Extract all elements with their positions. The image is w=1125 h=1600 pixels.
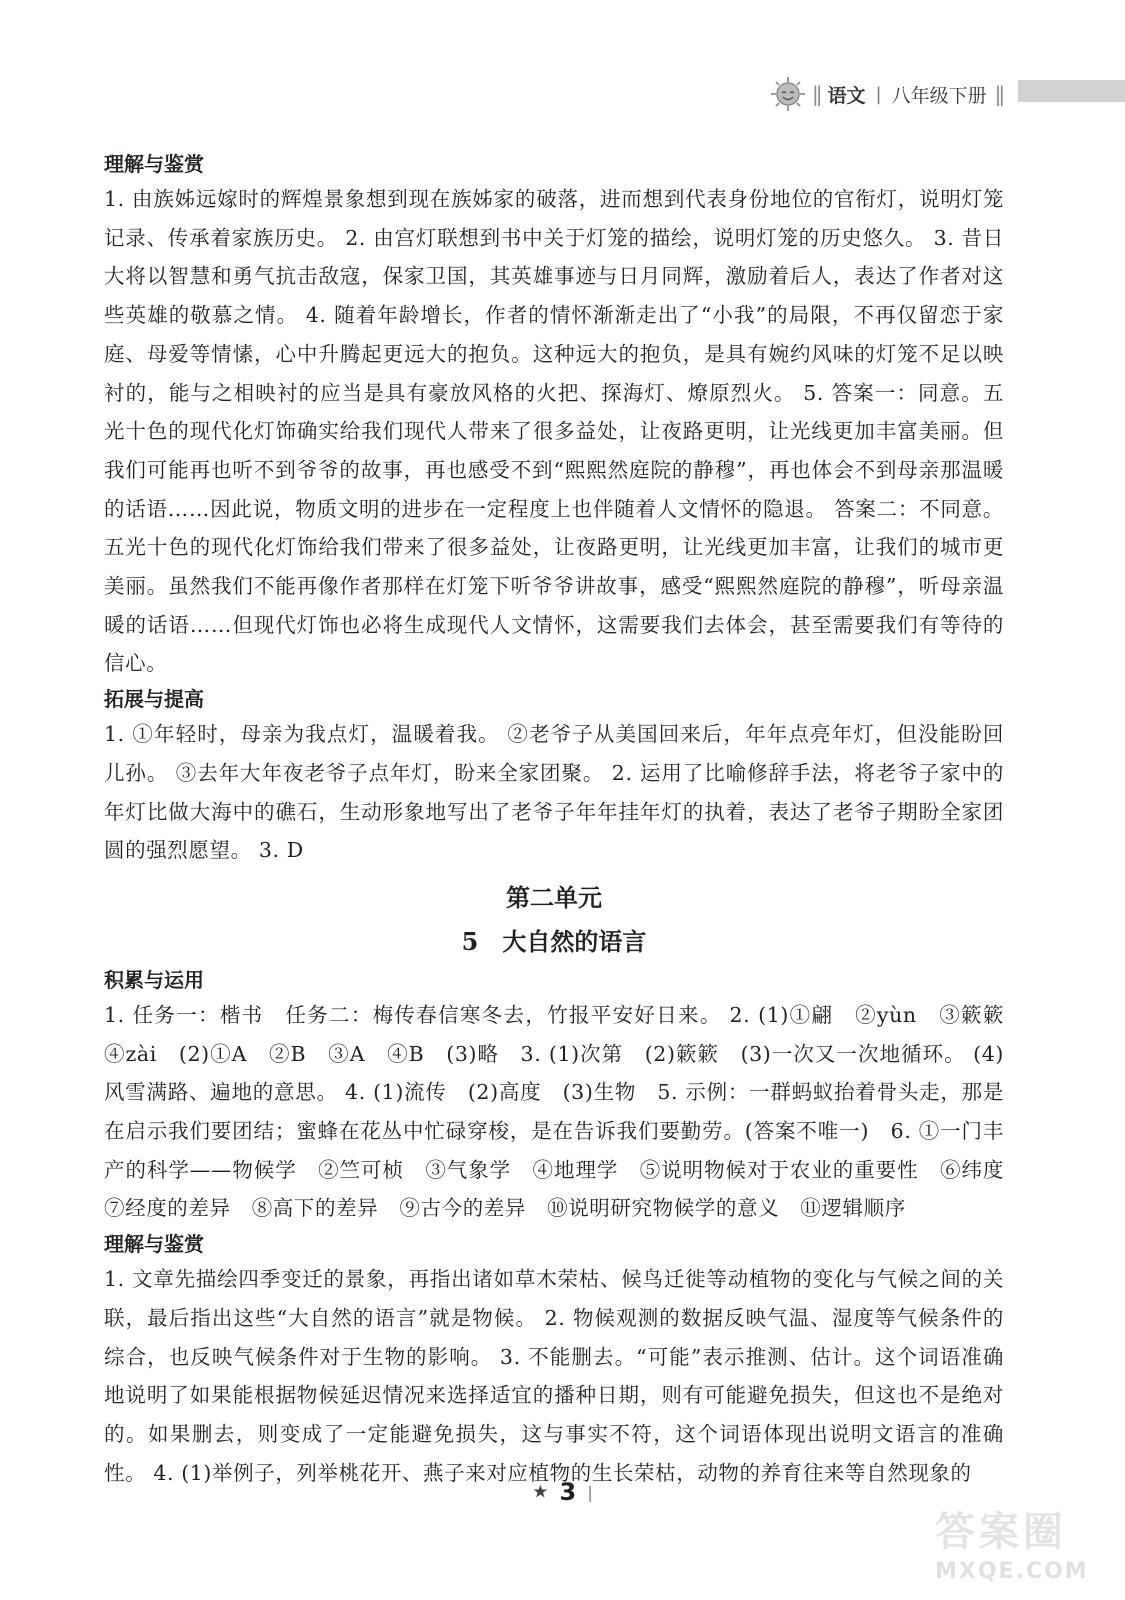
watermark-url: MXQE.COM [935,1559,1089,1584]
subject-label: 语文 [827,84,866,107]
section-heading: 积累与运用 [104,967,204,992]
smiling-sun-icon [770,76,806,112]
header-divider-right: || [994,82,1003,106]
grade-label: 八年级下册 [891,84,987,107]
footer-tick: | [587,1482,593,1502]
section-heading: 拓展与提高 [104,687,204,712]
star-icon: ★ [532,1481,549,1503]
lesson-title: 5 大自然的语言 [461,926,647,956]
section-body: 1. 由族姊远嫁时的辉煌景象想到现在族姊家的破落，进而想到代表身份地位的官衔灯，说明灯笼记录、传承着家族历史。 2. 由宫灯联想到书中关于灯笼的描绘，说明灯笼的历史悠久。 3. 昔日大将以智慧和勇气抗击敌寇，保家卫国，其英雄事迹与日月同辉，激励着后人，表达了作者对这些英雄的敬慕之情。 4. 随着年龄增长，作者的情怀渐渐走出了“小我”的局限，不再仅留恋于家庭、母爱等情愫，心中升腾起更远大的抱负。这种远大的抱负，是具有婉约风味的灯笼不足以映衬的，能与之相映衬的应当是具有豪放风格的火把、探海灯、燎原烈火。 5. 答案一：同意。五光十色的现代化灯饰确实给我们现代人带来了很多益处，让夜路更明，让光线更加丰富美丽。但我们可能再也听不到爷爷的故事，再也感受不到“熙熙然庭院的静穆”，再也体会不到母亲那温暖的话语……因此说，物质文明的进步在一定程度上也伴随着人文情怀的隐退。 答案二：不同意。五光十色的现代化灯饰给我们带来了很多益处，让夜路更明，让光线更加丰富，让我们的城市更美丽。虽然我们不能再像作者那样在灯笼下听爷爷讲故事，感受“熙熙然庭院的静穆”，听母亲温暖的话语……但现代灯饰也必将生成现代人文情怀，这需要我们去体会，甚至需要我们有等待的信心。 [104,187,1004,676]
section-body: 1. ①年轻时，母亲为我点灯，温暖着我。 ②老爷子从美国回来后，年年点亮年灯，但没能盼回儿孙。 ③去年大年夜老爷子点年灯，盼来全家团聚。 2. 运用了比喻修辞手法，将老爷子家中的年灯比做大海中的礁石，生动形象地写出了老爷子年年挂年灯的执着，表达了老爷子期盼全家团圆的强烈愿望。 3. D [104,722,1004,863]
section-heading: 理解与鉴赏 [104,152,204,176]
section-body: 1. 任务一：楷书 任务二：梅传春信寒冬去，竹报平安好日来。 2. (1)①翩 ②yùn ③簌簌 ④zài (2)①A ②B ③A ④B (3)略 3. (1)次第 (2)簌簌 (3)一次又一次地循环。 (4)风雪满路、遍地的意思。 4. (1)流传 (2)高度 (3)生物 5. 示例：一群蚂蚁抬着骨头走，那是在启示我们要团结；蜜蜂在花丛中忙碌穿梭，是在告诉我们要勤劳。(答案不唯一) 6. ①一门丰产的科学——物候学 ②竺可桢 ③气象学 ④地理学 ⑤说明物候对于农业的重要性 ⑥纬度 ⑦经度的差异 ⑧高下的差异 ⑨古今的差异 ⑩说明研究物候学的意义 ⑪逻辑顺序 [104,1002,1026,1221]
section-heading: 理解与鉴赏 [104,1232,204,1257]
unit-title: 第二单元 [506,882,602,912]
header-divider-left: || [812,82,820,106]
section-body: 1. 文章先描绘四季变迁的景象，再指出诸如草木荣枯、候鸟迁徙等动植物的变化与气候之间的关联，最后指出这些“大自然的语言”就是物候。 2. 物候观测的数据反映气温、湿度等气候条件的综合，也反映气候条件对于生物的影响。 3. 不能删去。“可能”表示推测、估计。这个词语准确地说明了如果能根据物候延迟情况来选择适宜的播种日期，则有可能避免损失，但这也不是绝对的。如果删去，则变成了一定能避免损失，这与事实不符，这个词语体现出说明文语言的准确性。 4. (1)举例子，列举桃花开、燕子来对应植物的生长荣枯，动物的养育往来等自然现象的 [104,1267,1004,1485]
watermark [935,1500,1120,1595]
watermark-logo: 答案圈 [935,1509,1067,1555]
answer-content [104,148,1026,1492]
page-number: 3 [559,1478,577,1506]
header-separator: | [875,83,882,105]
header-grey-band [1018,80,1125,102]
